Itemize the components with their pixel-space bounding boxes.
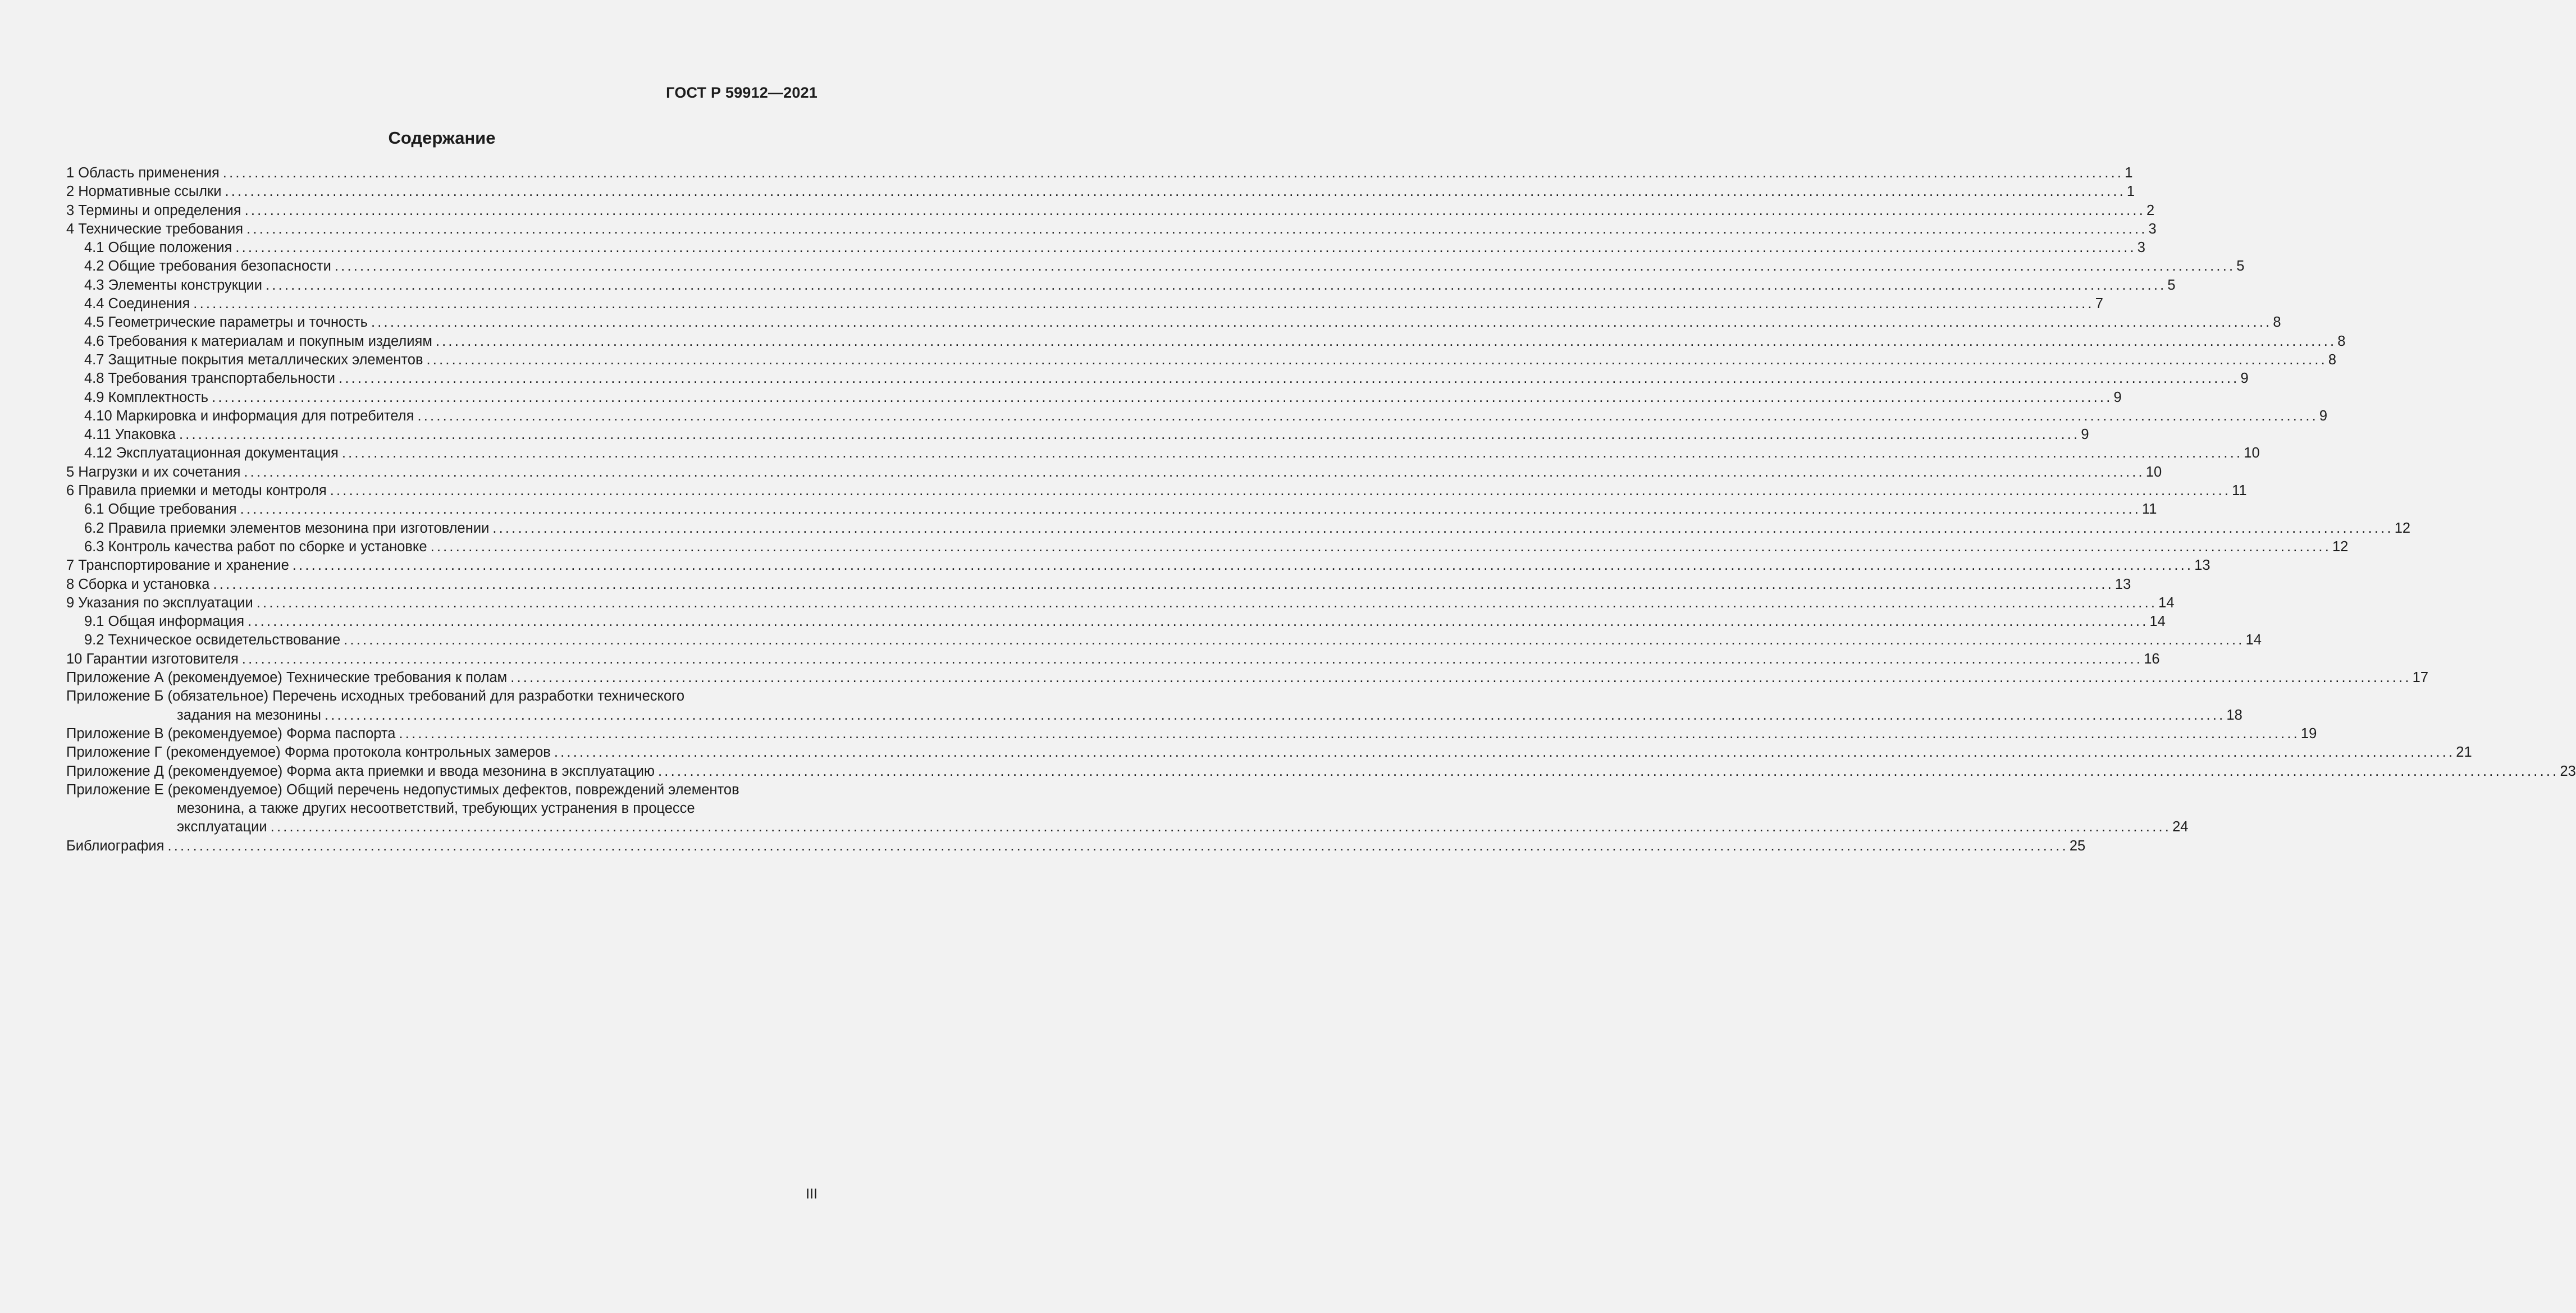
toc-subentry[interactable] bbox=[66, 388, 2122, 407]
dot-leader: ............................................................................................................................................................................................................................................................................................................ bbox=[492, 520, 2394, 536]
dot-leader: ............................................................................................................................................................................................................................................................................................................ bbox=[324, 707, 2226, 723]
toc-entry-label: Приложение А (рекомендуемое) Технические требования к полам bbox=[66, 670, 508, 686]
toc-entry-label: 1 Область применения bbox=[66, 165, 220, 181]
toc-entry-page: 12 bbox=[2394, 520, 2411, 536]
toc-entry[interactable] bbox=[66, 575, 2131, 594]
toc-entry-page: 9 bbox=[2113, 389, 2122, 405]
toc-entry[interactable] bbox=[66, 482, 2247, 500]
dot-leader: ............................................................................................................................................................................................................................................................................................................ bbox=[426, 351, 2327, 368]
toc-entry-label: 3 Термины и определения bbox=[66, 202, 241, 218]
toc-entry[interactable] bbox=[66, 202, 2155, 220]
toc-entry-page: 9 bbox=[2240, 370, 2249, 387]
toc-entry[interactable] bbox=[66, 650, 2160, 669]
toc-subentry[interactable] bbox=[66, 612, 2166, 631]
toc-entry-label: 9 Указания по эксплуатации bbox=[66, 594, 253, 611]
toc-entry-label-line: Приложение Е (рекомендуемое) Общий перечень недопустимых дефектов, повреждений элементов bbox=[66, 781, 739, 798]
dot-leader: ............................................................................................................................................................................................................................................................................................................ bbox=[430, 538, 2331, 555]
dot-leader: ............................................................................................................................................................................................................................................................................................................ bbox=[240, 501, 2141, 518]
toc-entry-page: 3 bbox=[2148, 221, 2157, 237]
toc-entry-label: 4.8 Требования транспортабельности bbox=[84, 370, 336, 387]
toc-entry-label: 7 Транспортирование и хранение bbox=[66, 557, 289, 574]
toc-entry-page: 14 bbox=[2158, 594, 2175, 611]
toc-subentry[interactable] bbox=[66, 295, 2103, 313]
toc-entry-page: 13 bbox=[2114, 576, 2131, 592]
toc-entry-page: 18 bbox=[2226, 707, 2242, 723]
toc-subentry[interactable] bbox=[66, 369, 2249, 388]
toc-entry-page: 17 bbox=[2412, 670, 2429, 686]
toc-entry-label: 4.3 Элементы конструкции bbox=[84, 277, 262, 293]
toc-entry[interactable] bbox=[66, 669, 2429, 687]
toc-subentry[interactable] bbox=[66, 332, 2346, 351]
toc-subentry[interactable] bbox=[66, 351, 2337, 369]
toc-entry-label: Приложение Г (рекомендуемое) Форма протокола контрольных замеров bbox=[66, 744, 551, 761]
dot-leader: ............................................................................................................................................................................................................................................................................................................ bbox=[341, 445, 2243, 461]
toc-entry-label: 5 Нагрузки и их сочетания bbox=[66, 464, 241, 480]
toc-entry-label: эксплуатации bbox=[177, 819, 267, 835]
toc-entry-page: 1 bbox=[2125, 165, 2133, 181]
toc-entry-label: 2 Нормативные ссылки bbox=[66, 184, 222, 200]
toc-entry[interactable] bbox=[66, 743, 2472, 762]
toc-entry-page: 12 bbox=[2332, 538, 2349, 555]
toc-entry-label: 9.1 Общая информация bbox=[84, 614, 245, 630]
toc-entry-page: 23 bbox=[2560, 763, 2576, 779]
toc-subentry[interactable] bbox=[66, 257, 2245, 276]
toc-entry-page: 10 bbox=[2244, 445, 2260, 461]
toc-subentry[interactable] bbox=[66, 500, 2157, 519]
toc-entry-label: 4.5 Геометрические параметры и точность bbox=[84, 314, 368, 331]
toc-entry[interactable] bbox=[66, 725, 2317, 743]
dot-leader: ............................................................................................................................................................................................................................................................................................................ bbox=[248, 614, 2149, 630]
toc-entry-label: 4.9 Комплектность bbox=[84, 389, 209, 405]
dot-leader: ............................................................................................................................................................................................................................................................................................................ bbox=[371, 314, 2272, 331]
toc-entry-page: 9 bbox=[2081, 427, 2089, 443]
toc-entry-last-line bbox=[66, 818, 2189, 836]
toc-title: Содержание bbox=[388, 128, 496, 148]
dot-leader: ............................................................................................................................................................................................................................................................................................................ bbox=[246, 221, 2148, 237]
toc-entry-label: 6.3 Контроль качества работ по сборке и установке bbox=[84, 538, 427, 555]
toc-entry-label: Библиография bbox=[66, 838, 165, 854]
toc-entry-label: Приложение В (рекомендуемое) Форма паспорта bbox=[66, 725, 396, 742]
toc-subentry[interactable] bbox=[66, 426, 2089, 444]
dot-leader: ............................................................................................................................................................................................................................................................................................................ bbox=[554, 744, 2455, 761]
dot-leader: ............................................................................................................................................................................................................................................................................................................ bbox=[510, 670, 2411, 686]
toc-entry-label: Приложение Д (рекомендуемое) Форма акта приемки и ввода мезонина в эксплуатацию bbox=[66, 763, 655, 779]
toc-entry-last-line bbox=[66, 706, 2242, 725]
dot-leader: ............................................................................................................................................................................................................................................................................................................ bbox=[241, 651, 2143, 667]
toc-entry-page: 25 bbox=[2069, 838, 2086, 854]
toc-entry-label: 4.1 Общие положения bbox=[84, 240, 232, 256]
toc-entry-label: 10 Гарантии изготовителя bbox=[66, 651, 239, 667]
dot-leader: ............................................................................................................................................................................................................................................................................................................ bbox=[256, 594, 2158, 611]
toc-entry-page: 8 bbox=[2273, 314, 2281, 331]
toc-entry-page: 5 bbox=[2167, 277, 2176, 293]
toc-entry-page: 13 bbox=[2194, 557, 2210, 574]
toc-entry-label-line: мезонина, а также других несоответствий, требующих устранения в процессе bbox=[177, 800, 695, 817]
toc-subentry[interactable] bbox=[66, 538, 2349, 556]
toc-entry-page: 19 bbox=[2300, 725, 2317, 742]
toc-entry[interactable] bbox=[66, 594, 2175, 612]
toc-subentry[interactable] bbox=[66, 313, 2281, 332]
toc-entry-label: 4.2 Общие требования безопасности bbox=[84, 258, 331, 275]
dot-leader: ............................................................................................................................................................................................................................................................................................................ bbox=[417, 408, 2318, 424]
toc-entry-label: 6 Правила приемки и методы контроля bbox=[66, 483, 327, 499]
toc-entry-label: 6.1 Общие требования bbox=[84, 501, 237, 518]
toc-entry[interactable] bbox=[66, 762, 2576, 781]
toc-entry-page: 9 bbox=[2319, 408, 2328, 424]
dot-leader: ............................................................................................................................................................................................................................................................................................................ bbox=[399, 725, 2300, 742]
toc-entry-page: 5 bbox=[2236, 258, 2245, 275]
table-of-contents bbox=[66, 164, 2576, 855]
dot-leader: ............................................................................................................................................................................................................................................................................................................ bbox=[244, 202, 2145, 218]
toc-entry-page: 1 bbox=[2126, 184, 2135, 200]
toc-entry-label: 4.7 Защитные покрытия металлических элементов bbox=[84, 351, 423, 368]
dot-leader: ............................................................................................................................................................................................................................................................................................................ bbox=[270, 819, 2172, 835]
dot-leader: ............................................................................................................................................................................................................................................................................................................ bbox=[658, 763, 2559, 779]
toc-entry-label: 9.2 Техническое освидетельствование bbox=[84, 632, 341, 648]
toc-entry-page: 8 bbox=[2337, 333, 2346, 349]
toc-subentry[interactable] bbox=[66, 239, 2145, 257]
toc-entry-page: 21 bbox=[2456, 744, 2472, 761]
dot-leader: ............................................................................................................................................................................................................................................................................................................ bbox=[292, 557, 2194, 574]
toc-entry-label-line: Приложение Б (обязательное) Перечень исходных требований для разработки технического bbox=[66, 688, 685, 704]
toc-entry-label: 4.12 Эксплуатационная документация bbox=[84, 445, 339, 461]
toc-entry[interactable] bbox=[66, 837, 2086, 855]
toc-entry-label: 4.4 Соединения bbox=[84, 296, 190, 312]
dot-leader: ............................................................................................................................................................................................................................................................................................................ bbox=[212, 389, 2113, 405]
toc-entry-label: 8 Сборка и установка bbox=[66, 576, 210, 592]
toc-entry-multiline[interactable] bbox=[66, 781, 2189, 837]
dot-leader: ............................................................................................................................................................................................................................................................................................................ bbox=[235, 240, 2136, 256]
dot-leader: ............................................................................................................................................................................................................................................................................................................ bbox=[344, 632, 2245, 648]
toc-entry-label: 4 Технические требования bbox=[66, 221, 244, 237]
document-code: ГОСТ Р 59912—2021 bbox=[666, 84, 817, 101]
dot-leader: ............................................................................................................................................................................................................................................................................................................ bbox=[435, 333, 2337, 349]
toc-entry-page: 11 bbox=[2142, 501, 2157, 518]
toc-entry-label: 4.6 Требования к материалам и покупным изделиям bbox=[84, 333, 432, 349]
toc-entry-page: 14 bbox=[2245, 632, 2262, 648]
dot-leader: ............................................................................................................................................................................................................................................................................................................ bbox=[222, 165, 2124, 181]
dot-leader: ............................................................................................................................................................................................................................................................................................................ bbox=[225, 184, 2126, 200]
toc-entry-page: 2 bbox=[2146, 202, 2155, 218]
dot-leader: ............................................................................................................................................................................................................................................................................................................ bbox=[330, 483, 2231, 499]
toc-entry-multiline[interactable] bbox=[66, 687, 2242, 725]
toc-entry-page: 10 bbox=[2145, 464, 2162, 480]
dot-leader: ............................................................................................................................................................................................................................................................................................................ bbox=[213, 576, 2114, 592]
toc-entry[interactable] bbox=[66, 164, 2133, 182]
toc-subentry[interactable] bbox=[66, 444, 2260, 463]
toc-entry-page: 24 bbox=[2172, 819, 2189, 835]
toc-entry[interactable] bbox=[66, 556, 2210, 575]
toc-entry-label: 4.11 Упаковка bbox=[84, 427, 176, 443]
toc-entry[interactable] bbox=[66, 220, 2157, 239]
dot-leader: ............................................................................................................................................................................................................................................................................................................ bbox=[266, 277, 2167, 293]
toc-entry-page: 7 bbox=[2095, 296, 2103, 312]
toc-subentry[interactable] bbox=[66, 407, 2328, 426]
toc-entry-page: 14 bbox=[2149, 614, 2166, 630]
toc-entry-page: 16 bbox=[2144, 651, 2160, 667]
dot-leader: ............................................................................................................................................................................................................................................................................................................ bbox=[167, 838, 2068, 854]
toc-entry-page: 8 bbox=[2328, 351, 2337, 368]
toc-entry[interactable] bbox=[66, 182, 2135, 201]
toc-entry-page: 3 bbox=[2137, 240, 2145, 256]
toc-entry-page: 11 bbox=[2232, 483, 2247, 499]
toc-entry[interactable] bbox=[66, 463, 2162, 482]
dot-leader: ............................................................................................................................................................................................................................................................................................................ bbox=[339, 370, 2240, 387]
dot-leader: ............................................................................................................................................................................................................................................................................................................ bbox=[244, 464, 2145, 480]
toc-subentry[interactable] bbox=[66, 631, 2262, 649]
toc-subentry[interactable] bbox=[66, 276, 2176, 295]
dot-leader: ............................................................................................................................................................................................................................................................................................................ bbox=[193, 296, 2094, 312]
toc-entry-label: задания на мезонины bbox=[177, 707, 321, 723]
toc-entry-label: 4.10 Маркировка и информация для потребителя bbox=[84, 408, 414, 424]
toc-subentry[interactable] bbox=[66, 519, 2411, 538]
dot-leader: ............................................................................................................................................................................................................................................................................................................ bbox=[334, 258, 2236, 275]
toc-entry-label: 6.2 Правила приемки элементов мезонина при изготовлении bbox=[84, 520, 490, 536]
dot-leader: ............................................................................................................................................................................................................................................................................................................ bbox=[179, 427, 2080, 443]
page-number: III bbox=[806, 1186, 817, 1202]
